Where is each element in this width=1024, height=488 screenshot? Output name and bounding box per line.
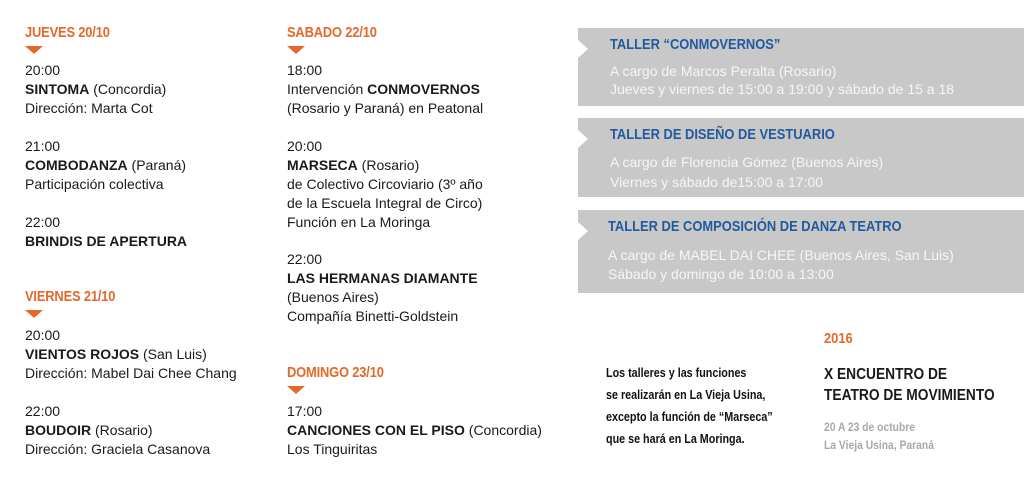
workshop-panel-conmovernos [578,28,1024,106]
event-item [287,137,483,232]
note-line: excepto la función de “Marseca” [606,410,773,424]
event-detail: de Colectivo Circoviario (3º año [287,176,483,192]
event-detail: Dirección: Marta Cot [25,100,153,116]
workshop-detail: Jueves y viernes de 15:00 a 19:00 y sábado de 15 a 18 [610,81,955,97]
workshop-detail: A cargo de Florencia Gómez (Buenos Aires) [610,154,884,170]
event-title: CANCIONES CON EL PISO [287,422,465,438]
event-title: SINTOMA [25,81,90,97]
notch-arrow-icon [578,40,588,58]
event-time: 20:00 [287,138,323,154]
workshop-detail: A cargo de MABEL DAI CHEE (Buenos Aires, San Luis) [608,247,954,263]
event-origin: (Concordia) [89,81,167,97]
event-time: 21:00 [25,138,61,154]
venue-note [606,362,773,450]
event-title: BOUDOIR [25,422,92,438]
event-time: 17:00 [287,403,323,419]
event-item [287,61,483,118]
workshop-title: TALLER “CONMOVERNOS” [610,36,781,53]
day-heading: VIERNES 21/10 [25,288,116,305]
event-prefix: Intervención [287,81,368,97]
event-item [25,137,186,194]
event-item [25,213,187,251]
event-name [824,364,995,406]
event-item [25,326,237,383]
event-name-line: TEATRO DE MOVIMIENTO [824,387,995,404]
event-info [824,330,1014,454]
event-meta [824,418,987,454]
event-detail: Participación colectiva [25,176,164,192]
note-line: que se hará en La Moringa. [606,432,745,446]
workshop-detail: Sábado y domingo de 10:00 a 13:00 [608,266,834,282]
event-detail: Dirección: Graciela Casanova [25,441,211,457]
workshop-detail: A cargo de Marcos Peralta (Rosario) [610,63,837,79]
workshop-title: TALLER DE COMPOSICIÓN DE DANZA TEATRO [608,218,902,235]
day-domingo [287,364,399,394]
event-time: 22:00 [287,251,323,267]
event-item [287,250,478,326]
notch-arrow-icon [578,222,588,240]
day-heading: DOMINGO 23/10 [287,364,384,381]
workshop-panel-vestuario [578,118,1024,197]
event-title: LAS HERMANAS DIAMANTE [287,270,478,286]
day-heading: SABADO 22/10 [287,24,377,41]
event-time: 18:00 [287,62,323,78]
event-detail: (Rosario y Paraná) en Peatonal [287,100,484,116]
event-title: VIENTOS ROJOS [25,346,140,362]
event-title: COMBODANZA [25,157,128,173]
triangle-down-icon [25,310,43,318]
notch-arrow-icon [578,130,588,148]
event-time: 20:00 [25,62,61,78]
note-line: se realizarán en La Vieja Usina, [606,388,766,402]
event-name-line: X ENCUENTRO DE [824,366,948,383]
event-title: BRINDIS DE APERTURA [25,233,188,249]
event-title: MARSECA [287,157,358,173]
workshop-panel-danza-teatro [578,210,1024,293]
event-time: 22:00 [25,403,61,419]
event-year: 2016 [824,330,853,347]
event-item [287,402,542,459]
event-origin: (Rosario) [357,157,420,173]
day-jueves [25,24,124,54]
triangle-down-icon [287,46,305,54]
event-dates: 20 A 23 de octubre [824,420,916,434]
triangle-down-icon [25,46,43,54]
event-detail: Compañía Binetti-Goldstein [287,308,459,324]
event-origin: (Rosario) [91,422,153,438]
day-heading: JUEVES 20/10 [25,24,110,41]
event-time: 22:00 [25,214,61,230]
event-detail: Los Tinguiritas [287,441,378,457]
event-venue: La Vieja Usina, Paraná [824,438,934,452]
workshop-detail: Viernes y sábado de15:00 a 17:00 [610,174,824,190]
event-origin: (San Luis) [139,346,207,362]
event-title: CONMOVERNOS [367,81,480,97]
day-viernes [25,288,130,318]
workshop-title: TALLER DE DISEÑO DE VESTUARIO [610,126,835,143]
event-detail: (Buenos Aires) [287,289,379,305]
event-origin: (Paraná) [127,157,187,173]
day-sabado [287,24,391,54]
event-detail: Dirección: Mabel Dai Chee Chang [25,365,237,381]
triangle-down-icon [287,386,305,394]
event-origin: (Concordia) [464,422,542,438]
event-detail: Función en La Moringa [287,214,431,230]
event-item [25,61,166,118]
note-line: Los talleres y las funciones [606,366,747,380]
event-item [25,402,210,459]
event-detail: de la Escuela Integral de Circo) [287,195,483,211]
event-time: 20:00 [25,327,61,343]
